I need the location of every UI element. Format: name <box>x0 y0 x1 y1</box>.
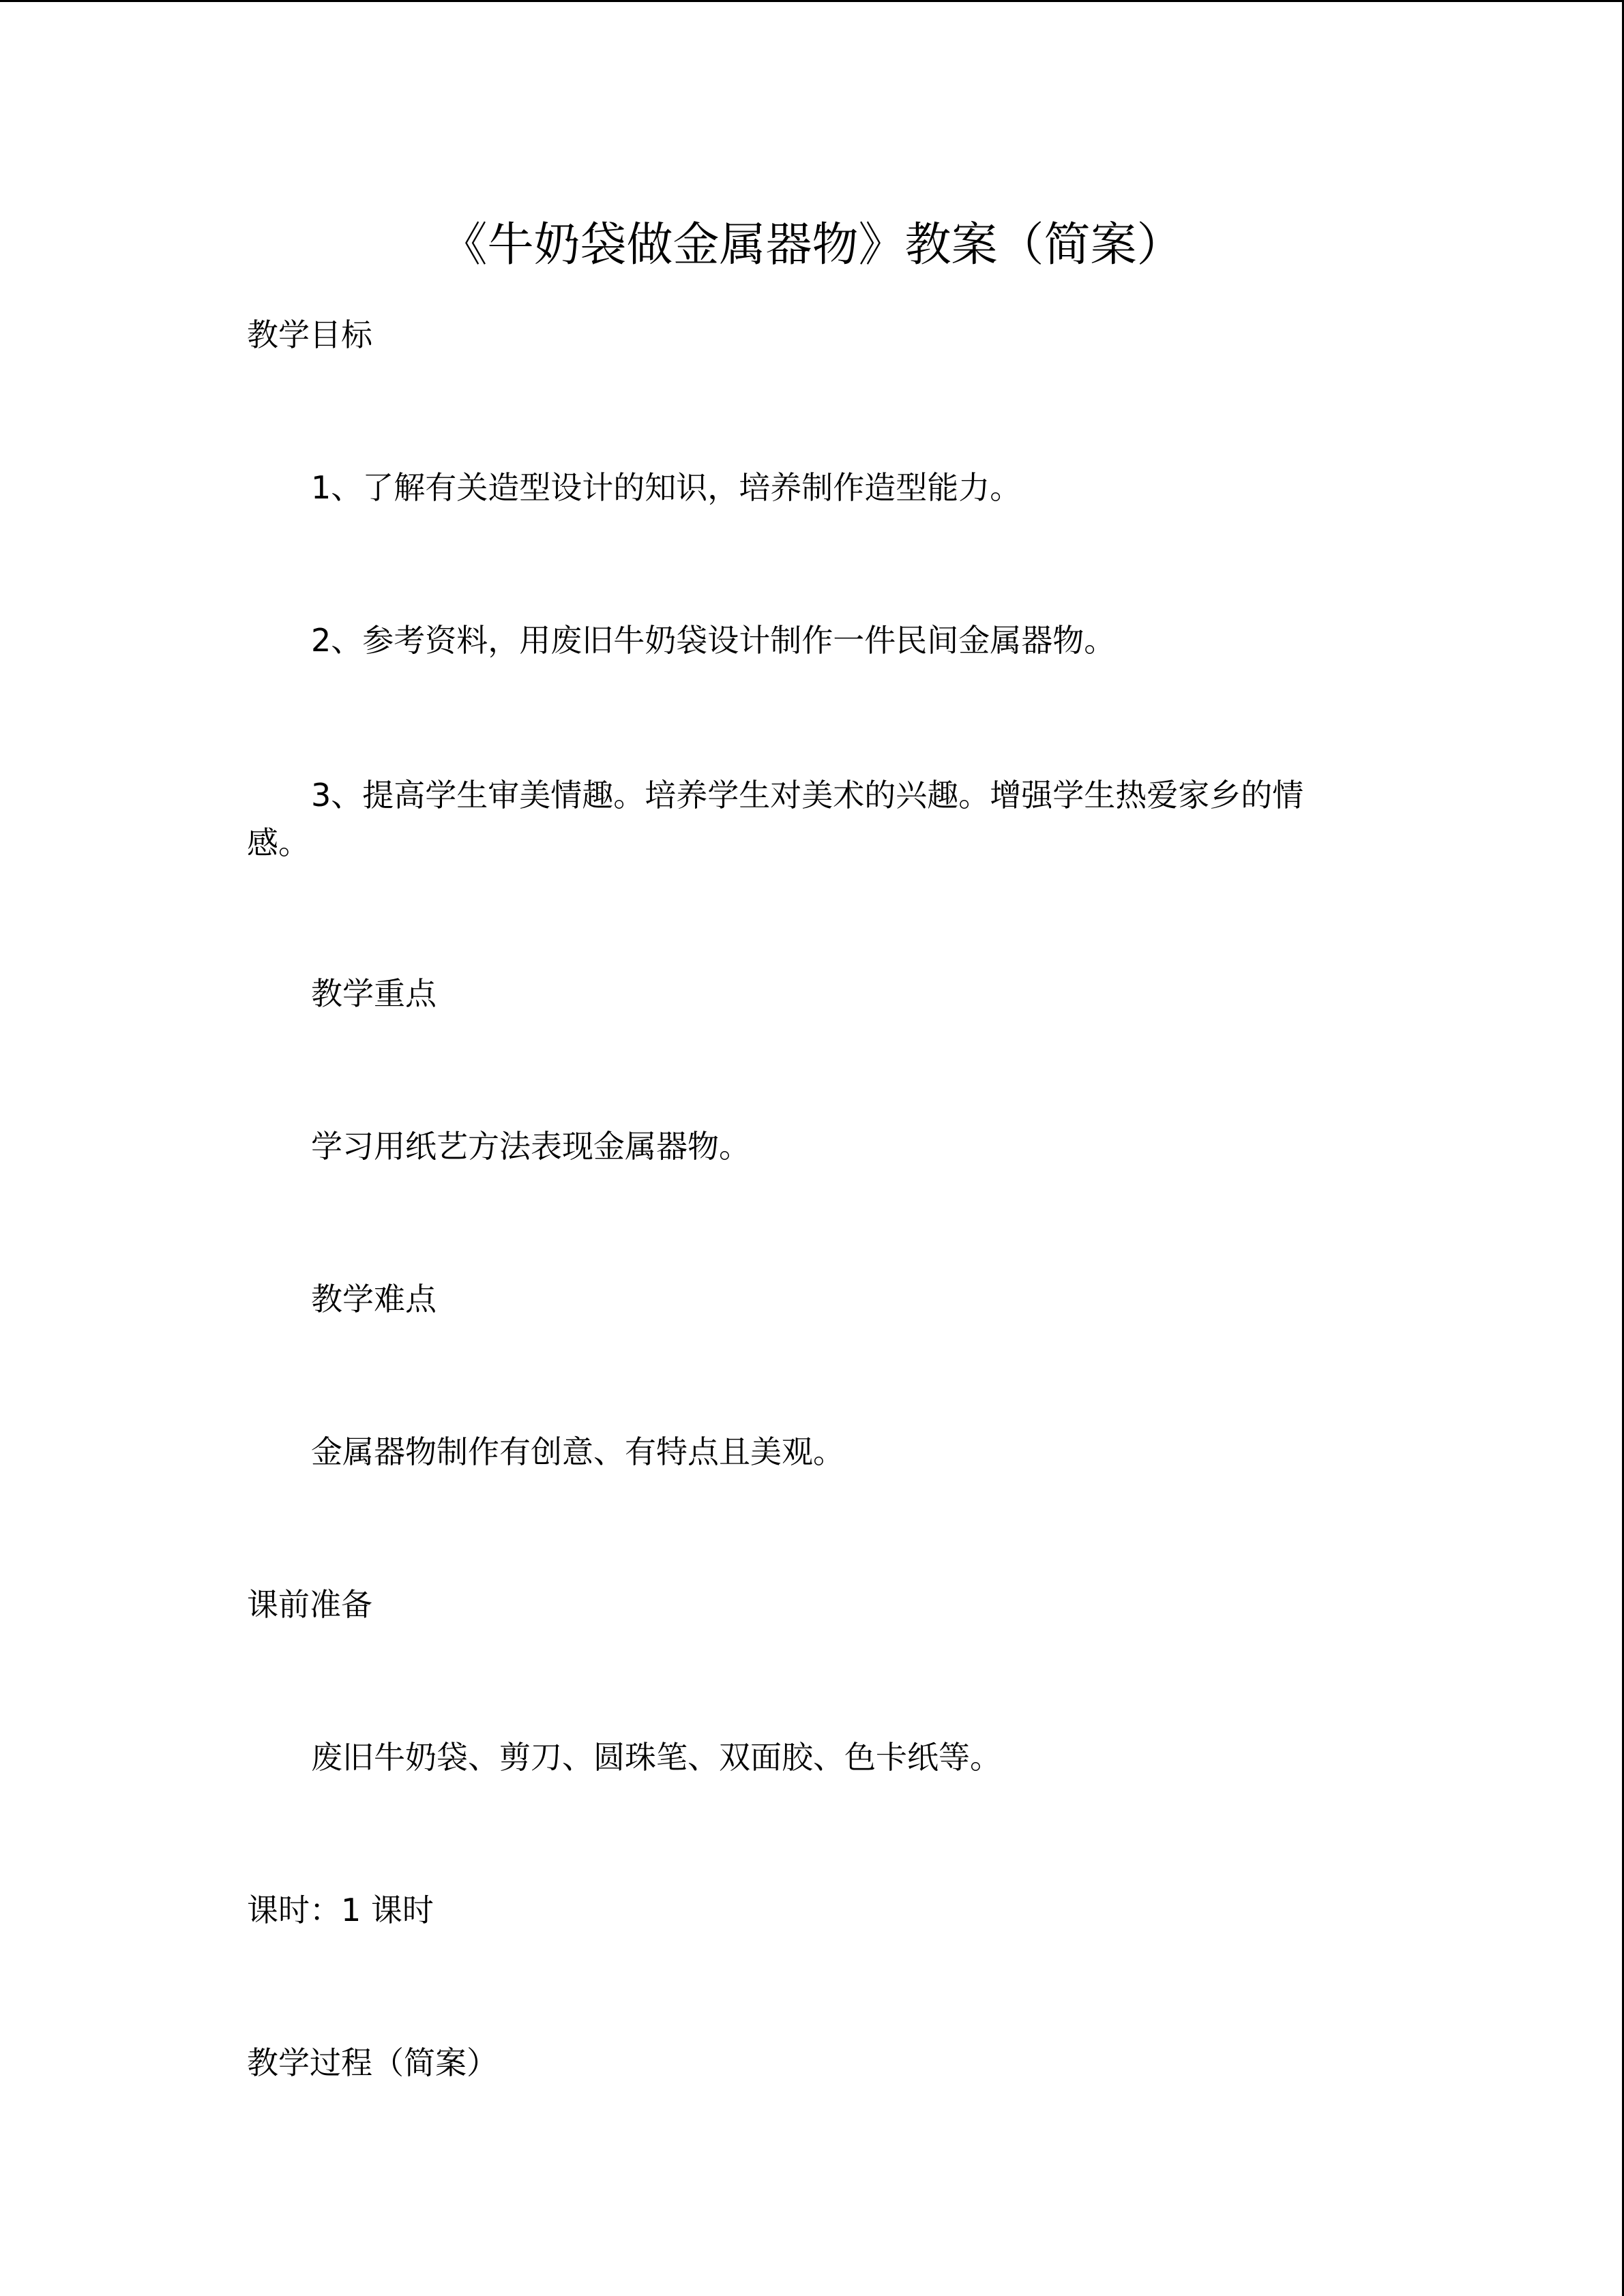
key-point-heading: 教学重点 <box>311 975 437 1012</box>
difficulty-text: 金属器物制作有创意、有特点且美观。 <box>311 1433 844 1470</box>
objective-item-3: 3、提高学生审美情趣。培养学生对美术的兴趣。增强学生热爱家乡的情感。 <box>247 777 1304 861</box>
objective-item-2: 2、参考资料，用废旧牛奶袋设计制作一件民间金属器物。 <box>311 622 1116 659</box>
preparation-text: 废旧牛奶袋、剪刀、圆珠笔、双面胶、色卡纸等。 <box>311 1739 1001 1776</box>
document-title: 《牛奶袋做金属器物》教案（简案） <box>441 218 1183 272</box>
key-point-text: 学习用纸艺方法表现金属器物。 <box>311 1128 750 1165</box>
process-heading: 教学过程（简案） <box>247 2044 498 2081</box>
objective-item-1: 1、了解有关造型设计的知识，培养制作造型能力。 <box>311 469 1022 506</box>
objectives-heading: 教学目标 <box>247 316 372 353</box>
class-hours: 课时：1 课时 <box>247 1892 434 1928</box>
preparation-heading: 课前准备 <box>247 1586 372 1623</box>
difficulty-heading: 教学难点 <box>311 1281 437 1317</box>
